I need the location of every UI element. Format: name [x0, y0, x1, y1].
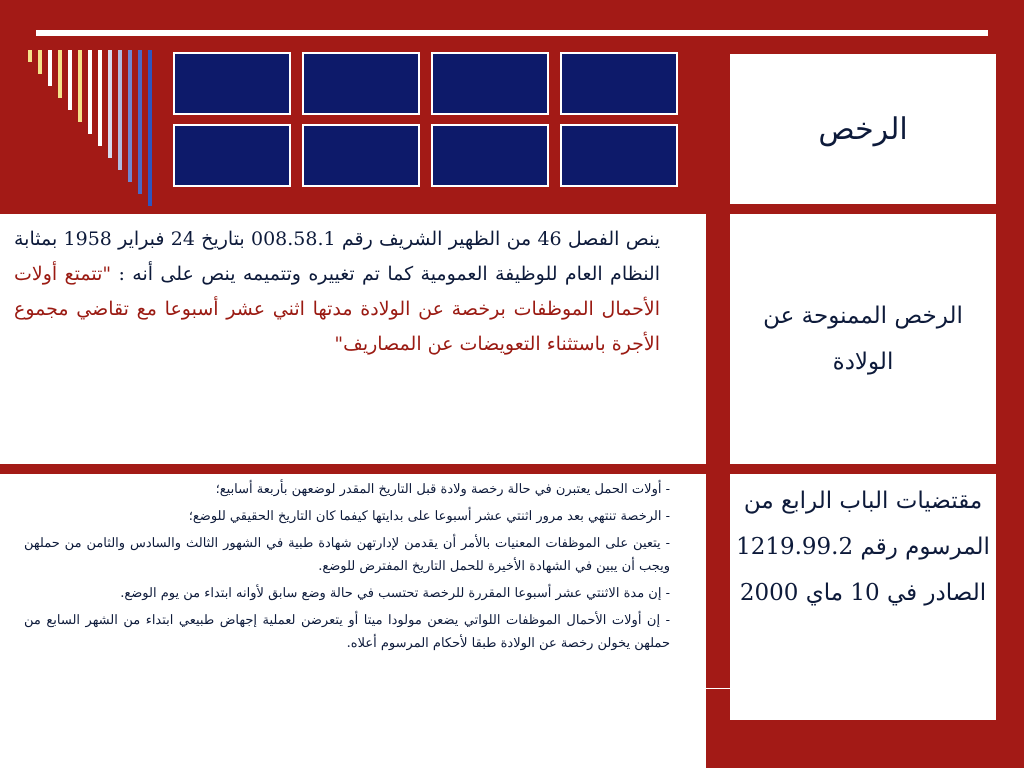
stripe	[28, 50, 32, 62]
stripe	[128, 50, 132, 182]
tile	[173, 52, 291, 115]
maternity-leave-label: الرخص الممنوحة عن الولادة	[730, 214, 996, 464]
stripe	[78, 50, 82, 122]
tile	[560, 52, 678, 115]
list-item: - الرخصة تنتهي بعد مرور اثنتي عشر أسبوعا على بدايتها كيفما كان التاريخ الحقيقي للوضع؛	[188, 509, 670, 524]
list-item: - إن أولات الأحمال الموظفات اللواتي يضعن مولودا ميتا أو يتعرضن لعملية إجهاض طبيعي ابتداء من الشهر السابع من حملهن يخولن رخصة عن الولادة طبقا لأحكام المرسوم أعلاه.	[24, 613, 670, 651]
stripe	[58, 50, 62, 98]
tile	[302, 52, 420, 115]
stripe	[48, 50, 52, 86]
stripe	[68, 50, 72, 110]
list-item: - إن مدة الاثنتي عشر أسبوعا المقررة للرخصة تحتسب في حالة وضع سابق لأوانه ابتداء من يوم الوضع.	[120, 586, 670, 601]
article-intro: ينص الفصل 46 من الظهير الشريف رقم 008.58.1 بتاريخ 24 فبراير 1958 بمثابة النظام العام للوظيفة العمومية كما تم تغييره وتتميمه ينص على أنه :	[14, 228, 660, 285]
rules-list	[24, 478, 670, 659]
stripe	[148, 50, 152, 206]
stripe	[108, 50, 112, 158]
connector-line	[706, 688, 730, 689]
tile	[431, 52, 549, 115]
tile	[302, 124, 420, 187]
stripe	[88, 50, 92, 134]
article-panel	[0, 214, 706, 464]
article-text	[14, 222, 660, 362]
rules-panel	[0, 474, 706, 768]
top-rule	[36, 30, 988, 36]
tile	[431, 124, 549, 187]
stripe	[98, 50, 102, 146]
list-item: - يتعين على الموظفات المعنيات بالأمر أن يقدمن لإدارتهن شهادة طبية في الشهور الثالث والسادس والثامن من حملهن ويجب أن يبين في الشهادة الأخيرة للحمل التاريخ المفترض للوضع.	[24, 536, 670, 574]
stripe	[138, 50, 142, 194]
list-item: - أولات الحمل يعتبرن في حالة رخصة ولادة قبل التاريخ المقدر لوضعهن بأربعة أسابيع؛	[215, 482, 670, 497]
stripe	[118, 50, 122, 170]
decree-chapter-label: مقتضيات الباب الرابع من المرسوم رقم 1219.99.2 الصادر في 10 ماي 2000	[730, 474, 996, 720]
tile	[173, 124, 291, 187]
slide-title: الرخص	[730, 54, 996, 204]
stripe	[38, 50, 42, 74]
tile	[560, 124, 678, 187]
article-quote: "تتمتع أولات الأحمال الموظفات برخصة عن الولادة مدتها اثني عشر أسبوعا مع تقاضي مجموع الأجرة باستثناء التعويضات عن المصاريف"	[14, 263, 660, 355]
